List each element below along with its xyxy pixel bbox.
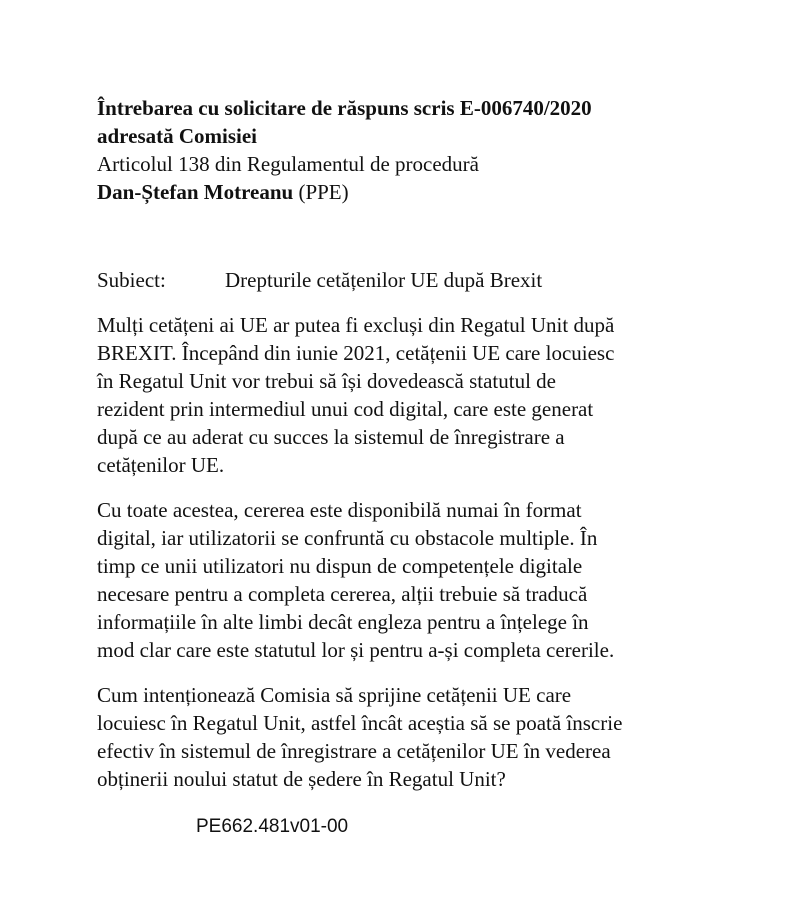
paragraph-line: mod clar care este statutul lor și pentru a-și completa cererile. (97, 638, 615, 662)
paragraph-line: în Regatul Unit vor trebui să își dovedească statutul de (97, 369, 556, 393)
paragraph-line: cetățenilor UE. (97, 453, 225, 477)
paragraph-line: timp ce unii utilizatori nu dispun de competențele digitale (97, 554, 583, 578)
paragraph-1 (97, 311, 737, 479)
paragraph-line: necesare pentru a completa cererea, alții trebuie să traducă (97, 582, 588, 606)
document-page (97, 94, 737, 793)
author-name: Dan-Ștefan Motreanu (97, 180, 294, 204)
document-reference: PE662.481v01-00 (196, 816, 349, 837)
paragraph-line: BREXIT. Începând din iunie 2021, cetățenii UE care locuiesc (97, 341, 615, 365)
paragraph-line: locuiesc în Regatul Unit, astfel încât aceștia să se poată înscrie (97, 711, 623, 735)
paragraph-line: după ce au aderat cu succes la sistemul de înregistrare a (97, 425, 565, 449)
paragraph-3 (97, 681, 737, 793)
paragraph-line: informațiile în alte limbi decât engleza pentru a înțelege în (97, 610, 589, 634)
paragraph-line: Cum intenționează Comisia să sprijine cetățenii UE care (97, 683, 572, 707)
author-line (97, 178, 737, 206)
paragraph-line: digital, iar utilizatorii se confruntă cu obstacole multiple. În (97, 526, 598, 550)
paragraph-line: Mulți cetățeni ai UE ar putea fi excluși din Regatul Unit după (97, 313, 615, 337)
paragraph-line: Cu toate acestea, cererea este disponibilă numai în format (97, 498, 582, 522)
paragraph-2 (97, 496, 737, 664)
paragraph-line: efectiv în sistemul de înregistrare a cetățenilor UE în vederea (97, 739, 611, 763)
paragraph-line: obținerii noului statut de ședere în Regatul Unit? (97, 767, 506, 791)
subject-label: Subiect: (97, 268, 166, 292)
paragraph-line: rezident prin intermediul unui cod digital, care este generat (97, 397, 594, 421)
subject-text: Drepturile cetățenilor UE după Brexit (225, 268, 543, 292)
addressee: adresată Comisiei (97, 124, 258, 148)
author-group: (PPE) (298, 180, 349, 204)
question-title: Întrebarea cu solicitare de răspuns scris E-006740/2020 (97, 96, 592, 120)
subject-row (97, 266, 737, 294)
procedure-rule: Articolul 138 din Regulamentul de procedură (97, 152, 479, 176)
